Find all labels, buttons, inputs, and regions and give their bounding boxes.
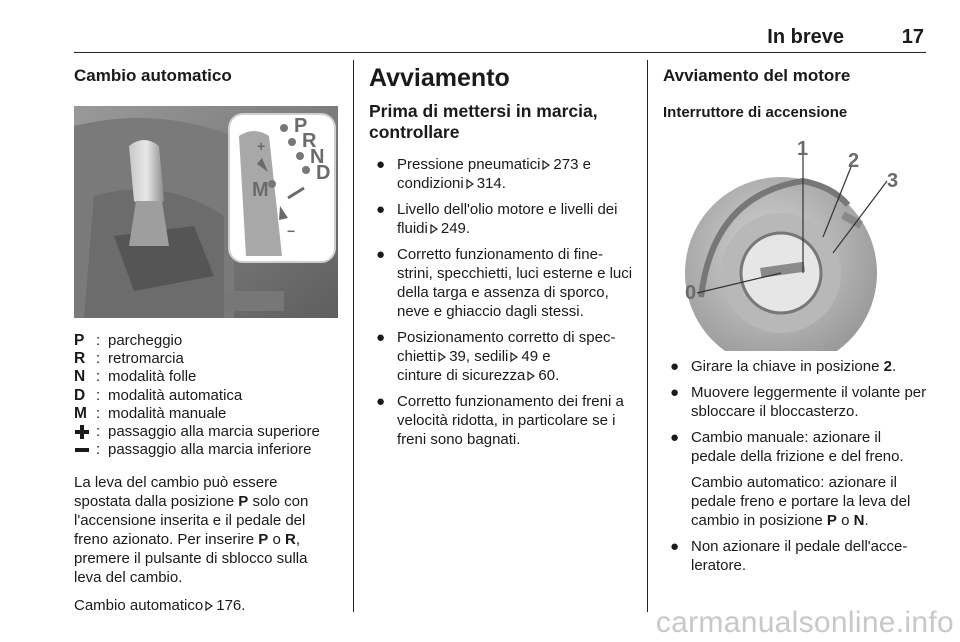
legend-key: N xyxy=(74,368,86,386)
svg-text:R: R xyxy=(302,130,317,152)
svg-text:−: − xyxy=(287,223,296,239)
svg-text:2: 2 xyxy=(848,150,860,172)
legend-text: modalità manuale xyxy=(108,404,227,422)
list-item: ● Corretto funzionamento dei freni a velocità ridotta, in particolare se i freni sono bagnati. xyxy=(376,393,624,448)
switch-label-1 xyxy=(797,138,808,160)
legend-key: M xyxy=(74,404,87,422)
page-number: 17 xyxy=(901,26,924,48)
engine-start-heading: Avviamento del motore xyxy=(663,66,851,85)
switch-label-3 xyxy=(887,170,898,192)
svg-text:N: N xyxy=(310,146,325,168)
gearbox-heading: Cambio automatico xyxy=(74,66,232,85)
svg-text:3: 3 xyxy=(887,170,899,192)
legend-row: R : retromarcia xyxy=(74,350,184,368)
column-engine-start xyxy=(663,60,927,582)
list-item: ● Livello dell'olio motore e livelli dei fluidi 249. xyxy=(376,201,618,237)
minus-icon xyxy=(74,441,96,459)
page-ref-icon xyxy=(430,224,438,234)
page-ref-icon xyxy=(205,601,213,611)
page-ref-icon xyxy=(542,160,550,170)
switch-label-2 xyxy=(848,150,859,172)
list-item: ● Muovere leggermente il volante per sbloccare il bloccasterzo. xyxy=(670,384,927,420)
legend-text: passaggio alla marcia inferiore xyxy=(108,441,312,459)
switch-label-0 xyxy=(685,282,696,304)
start-heading: Avviamento xyxy=(369,64,510,92)
svg-text:1: 1 xyxy=(797,138,809,160)
gearbox-paragraph: La leva del cambio può essere spostata dalla posizione P solo con l'accensione inserita e il pedale del freno azionato. Per inserire P o R, premere il pulsante di sblocco sulla leva del cambio. xyxy=(74,474,309,587)
legend-row: D : modalità automatica xyxy=(74,386,243,404)
legend-text: passaggio alla marcia superiore xyxy=(108,422,320,440)
svg-text:P: P xyxy=(294,115,308,137)
ignition-switch-heading: Interruttore di accensione xyxy=(663,104,848,121)
legend-key: R xyxy=(74,350,86,368)
svg-text:+: + xyxy=(257,138,266,154)
svg-text:0: 0 xyxy=(685,282,697,304)
ignition-switch-illustration xyxy=(663,125,927,351)
legend-text: retromarcia xyxy=(108,350,184,368)
list-item: ● Corretto funzionamento di fine-strini, specchietti, luci esterne e luci della targa e assenza di sporco, neve e ghiaccio dagli stessi. xyxy=(376,246,633,320)
checklist xyxy=(369,155,633,449)
section-title: In breve xyxy=(767,26,844,48)
column-divider xyxy=(353,60,354,612)
list-item: ● Pressione pneumatici 273 e condizioni 314. xyxy=(376,156,591,192)
list-item: ● Cambio manuale: azionare il pedale della frizione e del freno. Cambio automatico: azionare il pedale freno e portare la leva del cambio in posizione P o N. xyxy=(670,429,911,529)
watermark: carmanualsonline.info xyxy=(655,606,954,639)
gear-selector-drawing xyxy=(74,106,338,318)
legend-row: : passaggio alla marcia inferiore xyxy=(74,441,338,459)
list-item: ● Posizionamento corretto di spec-chietti 39, sedili 49 e cinture di sicurezza 60. xyxy=(376,329,616,384)
page-ref-icon xyxy=(466,179,474,189)
gear-selector-illustration xyxy=(74,106,338,318)
legend-text: parcheggio xyxy=(108,332,183,349)
gear-label-d xyxy=(316,162,330,184)
legend-key: D xyxy=(74,386,86,404)
checklist-heading: Prima di mettersi in marcia, controllare xyxy=(369,101,598,142)
svg-text:M: M xyxy=(252,179,269,201)
gear-legend xyxy=(74,332,338,459)
gearbox-reference: Cambio automatico 176. xyxy=(74,597,246,615)
column-gearbox xyxy=(74,60,338,615)
legend-text: modalità folle xyxy=(108,368,197,386)
ignition-switch-drawing xyxy=(663,125,927,351)
plus-icon xyxy=(74,423,96,441)
page-ref-icon xyxy=(527,371,535,381)
legend-row: P : parcheggio xyxy=(74,332,183,349)
page-ref-icon xyxy=(510,352,518,362)
column-divider xyxy=(647,60,648,612)
legend-key: P xyxy=(74,332,85,349)
legend-text: modalità automatica xyxy=(108,386,243,404)
column-start xyxy=(369,60,633,456)
gear-label-m xyxy=(252,179,269,201)
list-item: ● Non azionare il pedale dell'acce-leratore. xyxy=(670,538,908,574)
legend-row: : passaggio alla marcia superiore xyxy=(74,423,338,441)
engine-start-steps xyxy=(663,357,927,575)
legend-row: N : modalità folle xyxy=(74,368,197,386)
svg-text:D: D xyxy=(316,162,331,184)
page-header xyxy=(74,0,926,53)
list-item: ● Girare la chiave in posizione 2. xyxy=(670,358,897,375)
page-ref-icon xyxy=(438,352,446,362)
legend-row: M : modalità manuale xyxy=(74,404,227,422)
